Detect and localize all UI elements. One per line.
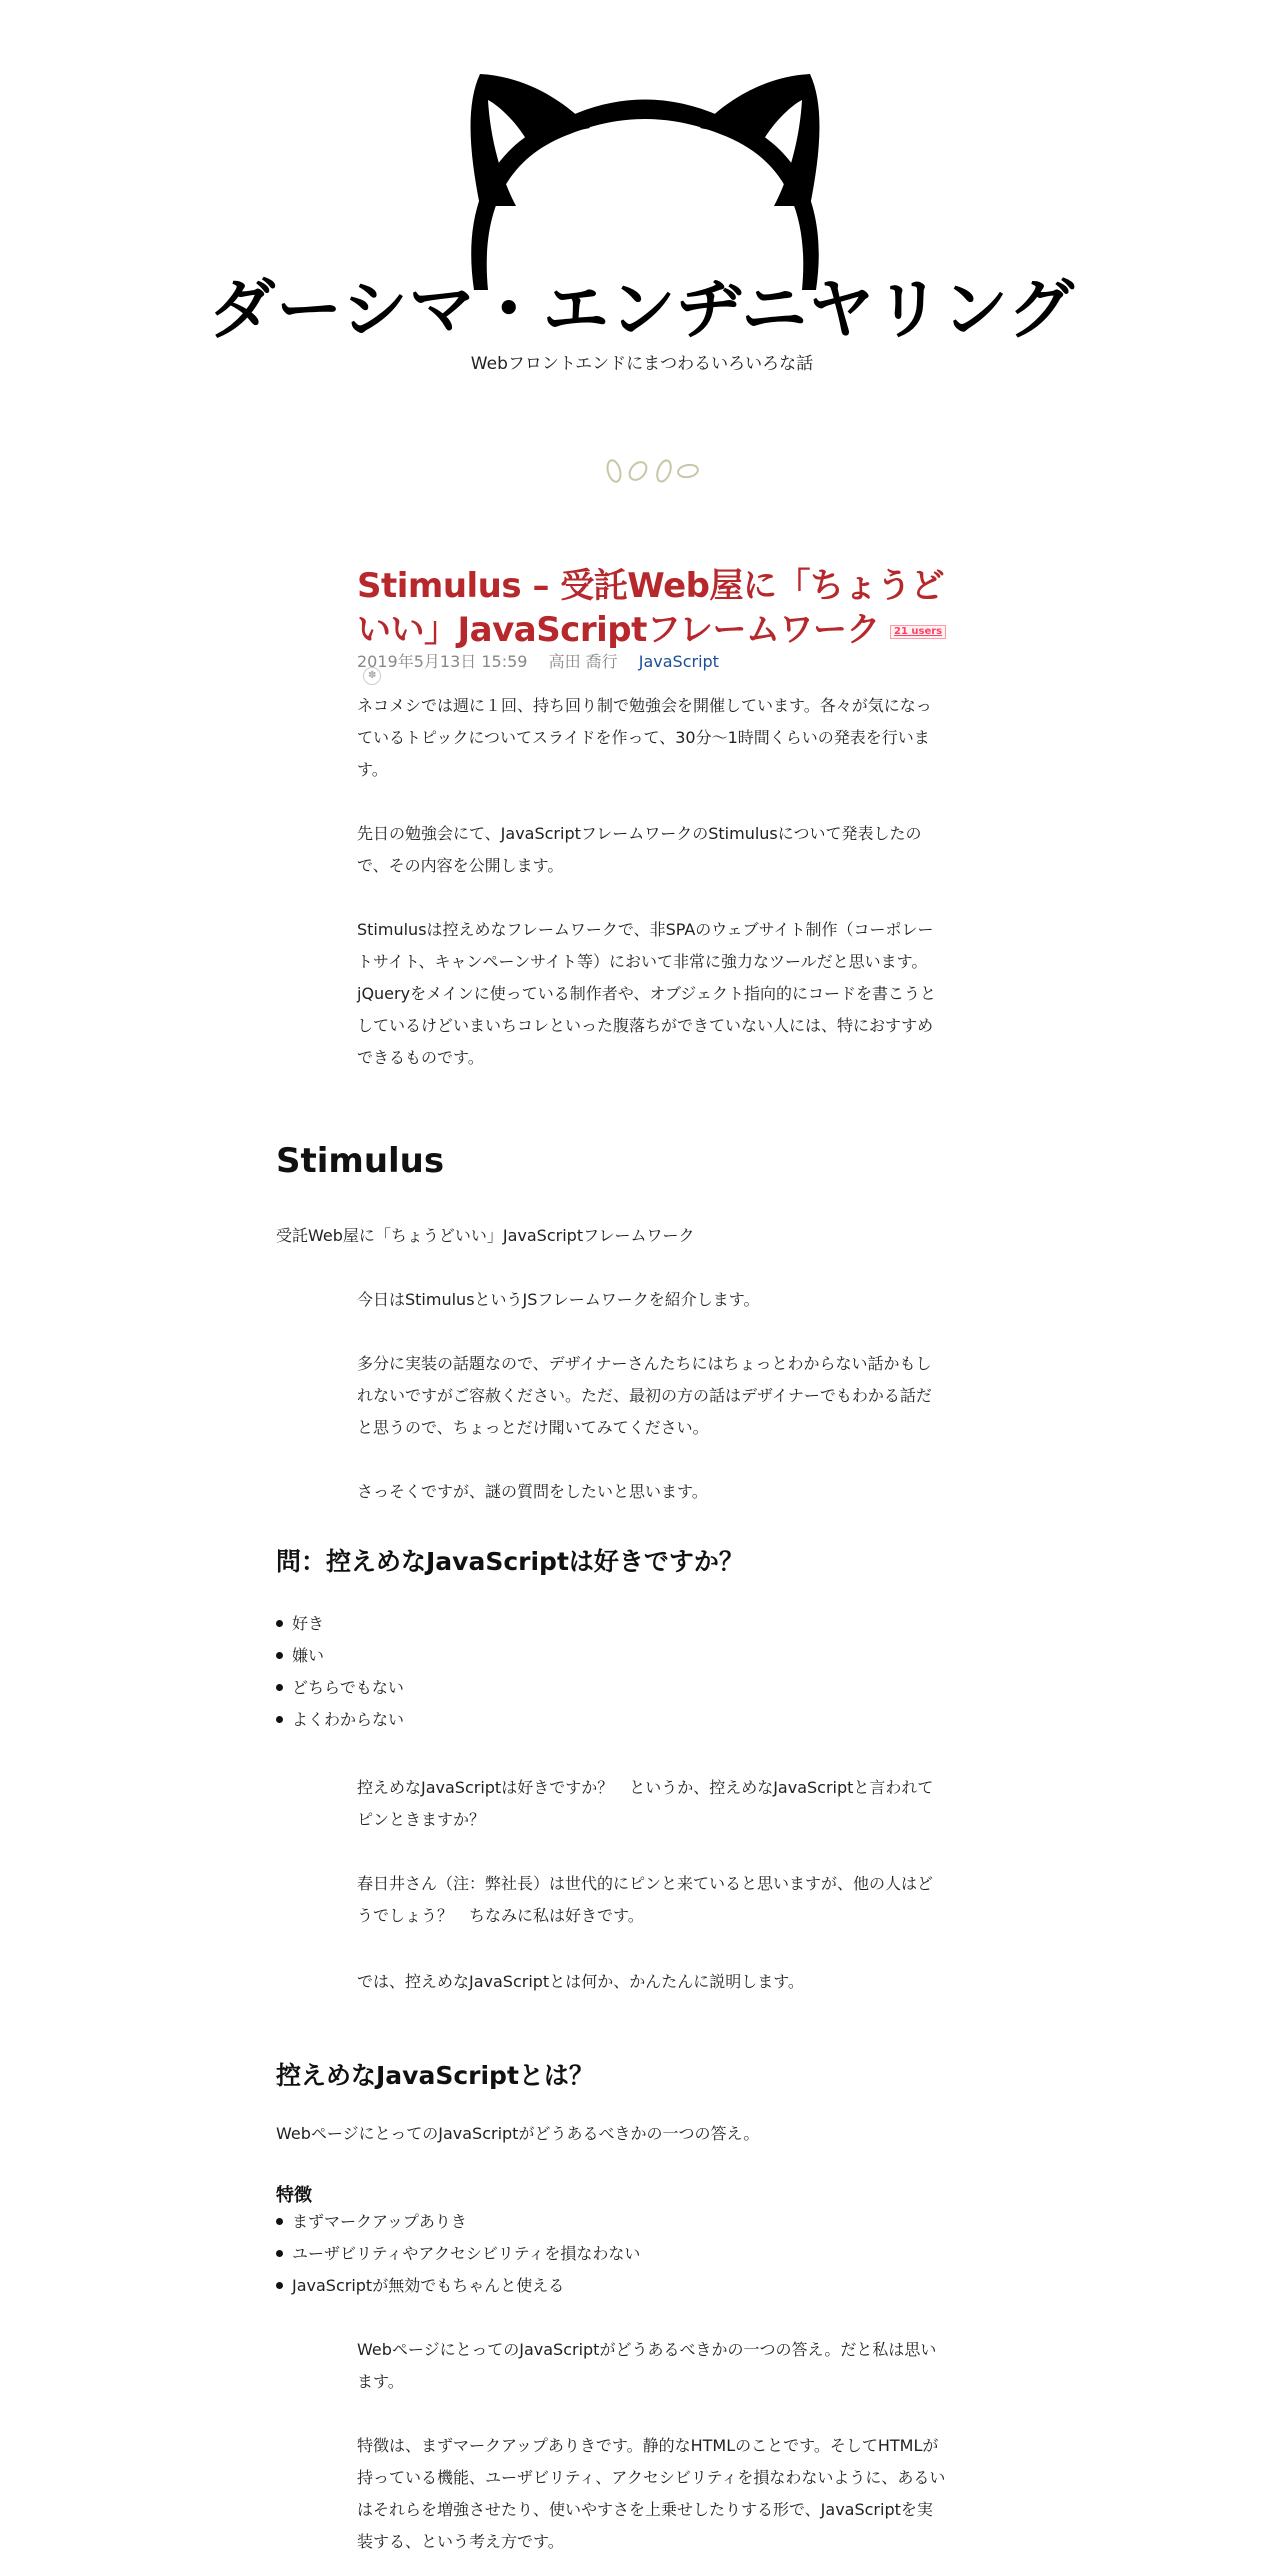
hatena-bookmark-badge[interactable]: 21 users: [890, 625, 946, 639]
site-tagline: Webフロントエンドにまつわるいろいろな話: [470, 354, 814, 374]
slide-lead: WebページにとってのJavaScriptがどうあるべきかの一つの答え。: [276, 2124, 760, 2143]
slide-note: 多分に実装の話題なので、デザイナーさんたちにはちょっとわからない話かもしれないですがご容赦ください。ただ、最初の方の話はデザイナーでもわかる話だと思うので、ちょっとだけ聞いてみてください。: [357, 1354, 932, 1437]
pocket-icon[interactable]: ✽: [363, 667, 381, 685]
list-item: 嫌い: [276, 1640, 404, 1672]
slide-heading: Stimulus: [276, 1141, 445, 1181]
post-title-text[interactable]: Stimulus – 受託Web屋に「ちょうどいい」JavaScriptフレームワーク: [357, 566, 944, 650]
site-title[interactable]: ダーシマ・エンヂニヤリング: [209, 271, 1075, 348]
post-title[interactable]: [357, 564, 957, 696]
feature-list: [276, 2206, 640, 2302]
list-item: どちらでもない: [276, 1672, 404, 1704]
list-item: 好き: [276, 1608, 404, 1640]
slide-note: では、控えめなJavaScriptとは何か、かんたんに説明します。: [357, 1972, 804, 1991]
list-item: よくわからない: [276, 1704, 404, 1736]
answer-options-list: [276, 1608, 404, 1736]
cat-ears-logo: [460, 66, 830, 290]
slide-subtitle: 受託Web屋に「ちょうどいい」JavaScriptフレームワーク: [276, 1226, 695, 1245]
post-meta: [357, 650, 735, 674]
post-author: 高田 喬行: [548, 652, 618, 671]
list-item: JavaScriptが無効でもちゃんと使える: [276, 2270, 640, 2302]
intro-paragraph: 先日の勉強会にて、JavaScriptフレームワークのStimulusについて発表したので、その内容を公開します。: [357, 824, 922, 875]
slide-note: WebページにとってのJavaScriptがどうあるべきかの一つの答え。だと私は思います。: [357, 2340, 937, 2391]
slide-heading: 問：控えめなJavaScriptは好きですか？: [276, 1547, 744, 1576]
slide-note: さっそくですが、謎の質問をしたいと思います。: [357, 1482, 708, 1501]
post-date: 2019年5月13日 15:59: [357, 652, 528, 671]
feature-heading: 特徴: [276, 2185, 312, 2206]
list-item: ユーザビリティやアクセシビリティを損なわない: [276, 2238, 640, 2270]
intro-paragraph: ネコメシでは週に１回、持ち回り制で勉強会を開催しています。各々が気になっているトピックについてスライドを作って、30分～1時間くらいの発表を行います。: [357, 696, 932, 779]
slide-note: 春日井さん（注：弊社長）は世代的にピンと来ていると思いますが、他の人はどうでしょう？ ちなみに私は好きです。: [357, 1874, 934, 1925]
slide-note: 今日はStimulusというJSフレームワークを紹介します。: [357, 1290, 760, 1309]
intro-paragraph: Stimulusは控えめなフレームワークで、非SPAのウェブサイト制作（コーポレートサイト、キャンペーンサイト等）において非常に強力なツールだと思います。jQueryをメインに使っている制作者や、オブジェクト指向的にコードを書こうとしているけどいまいちコレといった腹落ちができていない人には、特におすすめできるものです。: [357, 920, 936, 1067]
post-category-link[interactable]: JavaScript: [638, 652, 719, 671]
list-item: まずマークアップありき: [276, 2206, 640, 2238]
slide-note: 特徴は、まずマークアップありきです。静的なHTMLのことです。そしてHTMLが持っている機能、ユーザビリティ、アクセシビリティを損なわないように、あるいはそれらを増強させたり、使いやすさを上乗せしたりする形で、JavaScriptを実装する、という考え方です。: [357, 2436, 946, 2551]
slide-heading: 控えめなJavaScriptとは？: [276, 2061, 594, 2090]
leaf-ornament-divider: [602, 458, 702, 484]
slide-note: 控えめなJavaScriptは好きですか？ というか、控えめなJavaScriptと言われてピンときますか？: [357, 1778, 934, 1829]
